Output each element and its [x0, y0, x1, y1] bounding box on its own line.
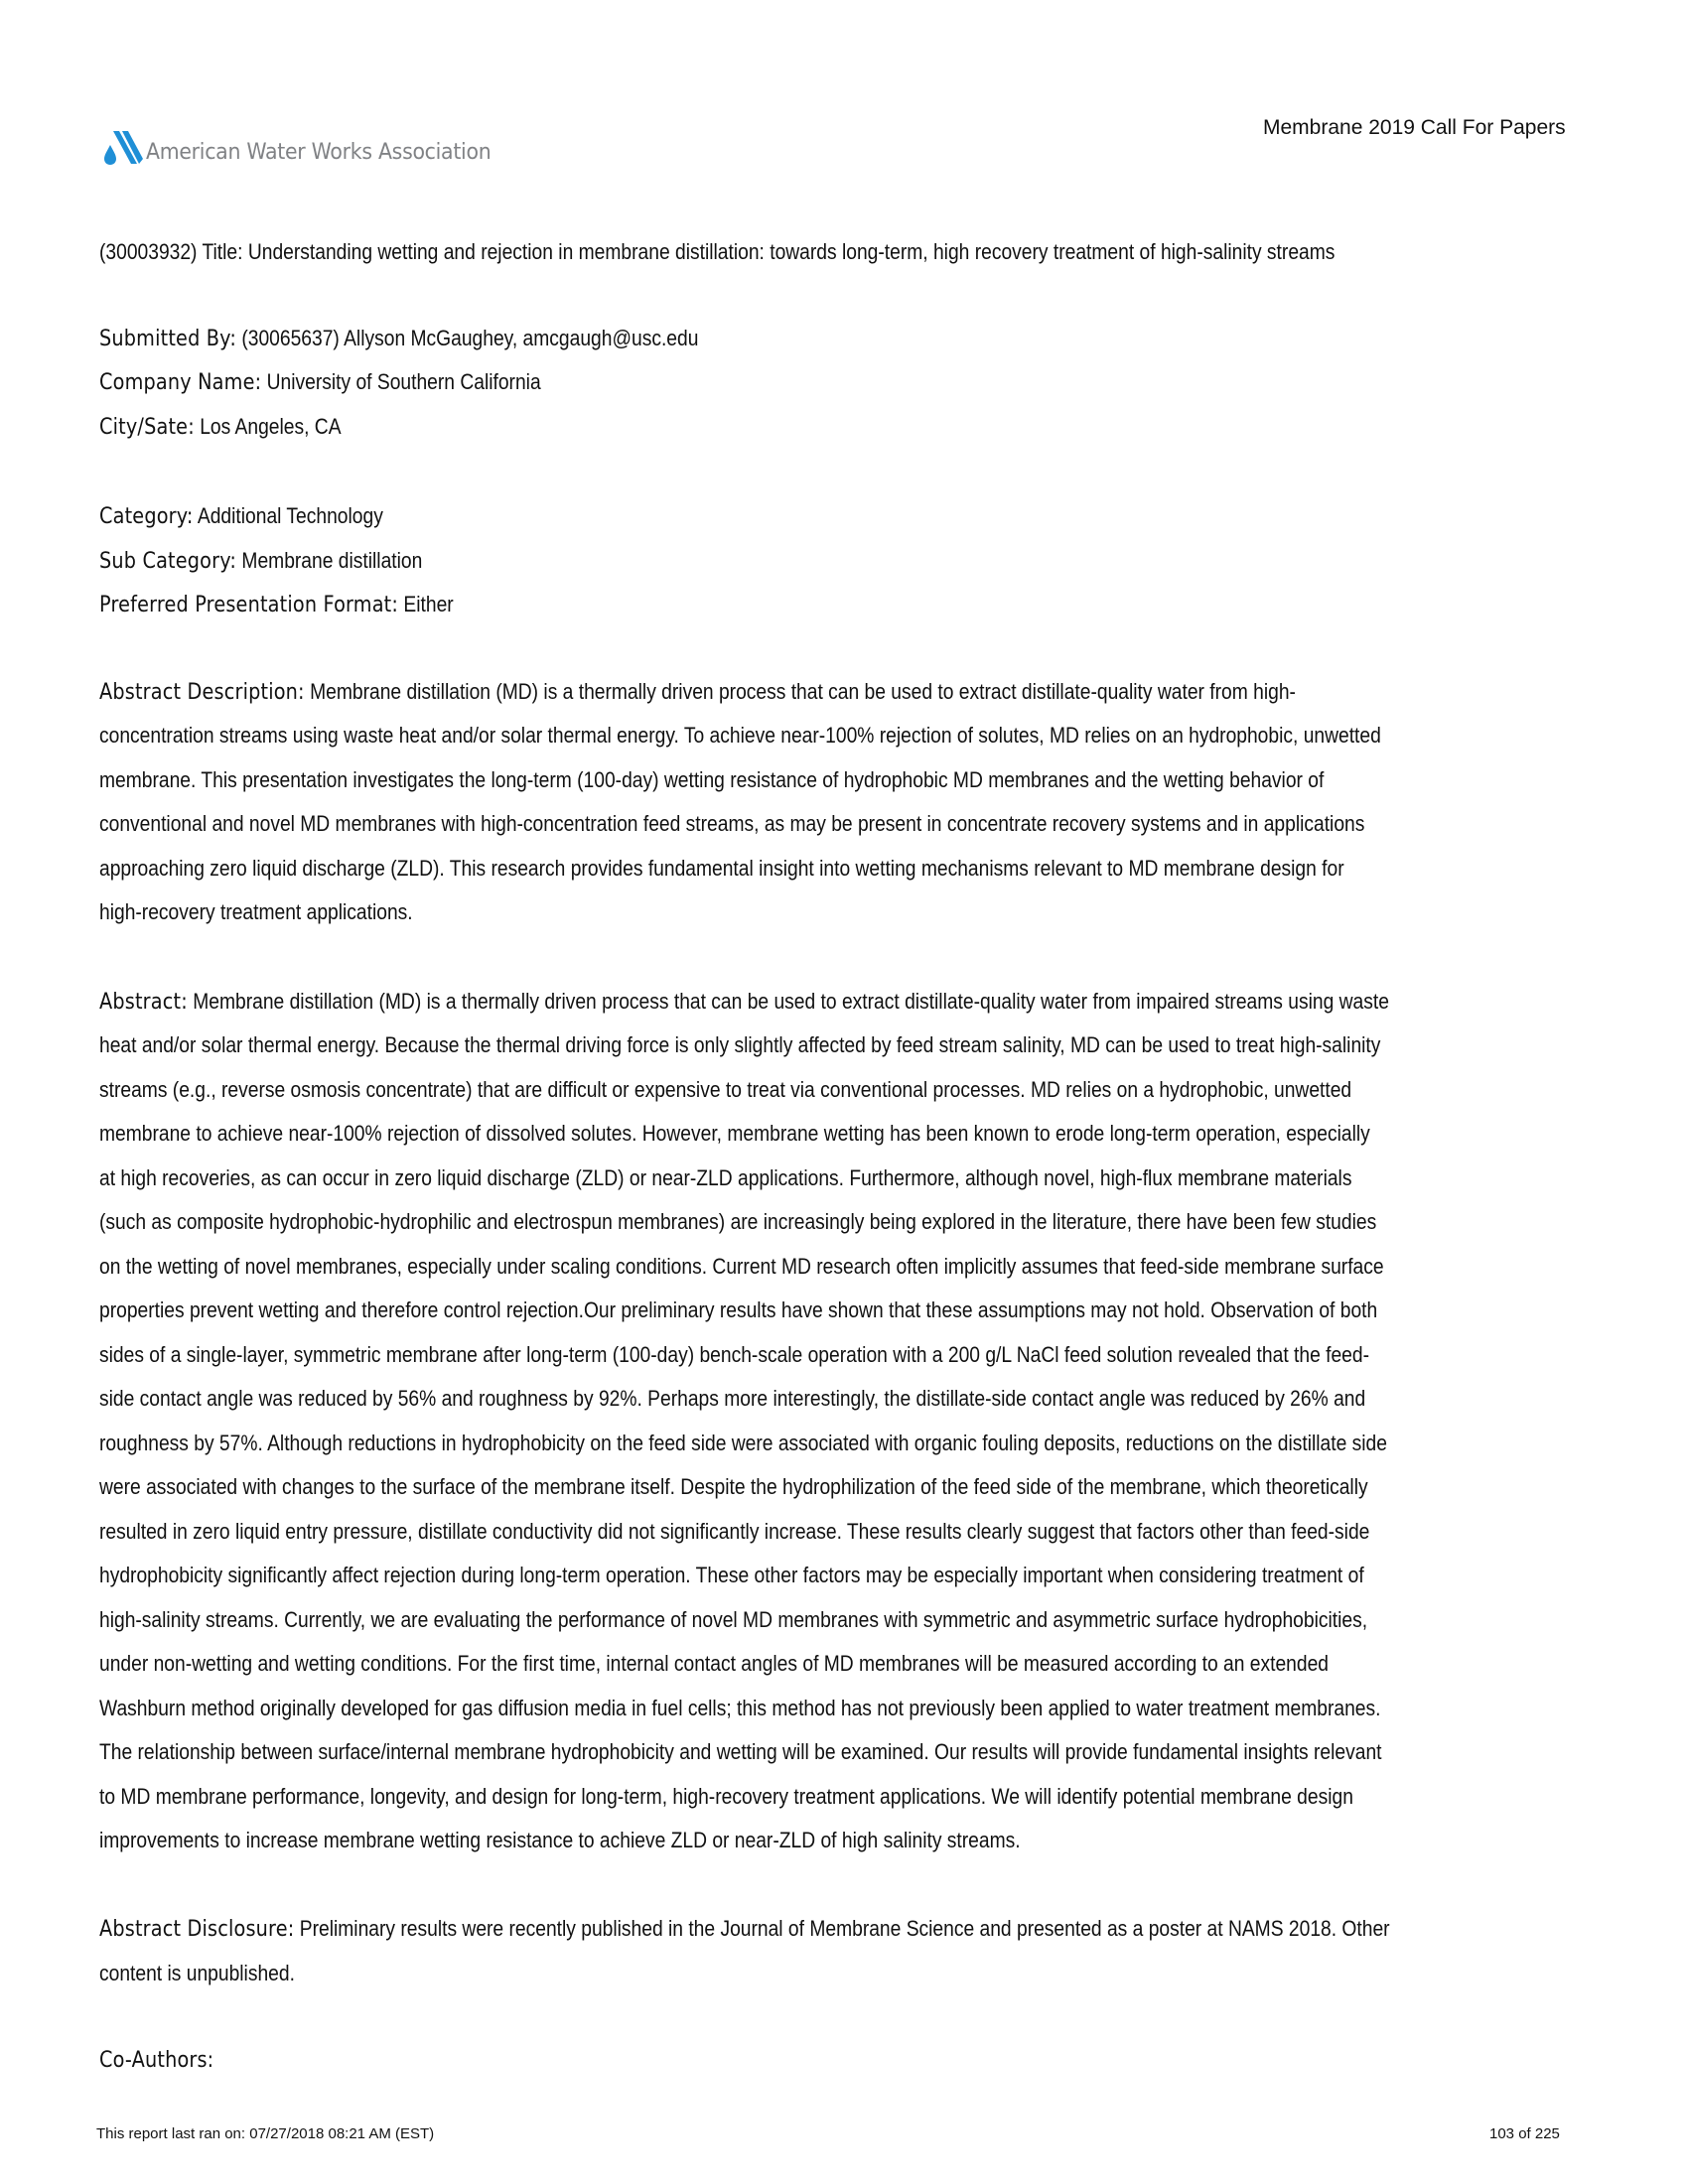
presentation-format — [99, 592, 454, 618]
abstract-description-label: Abstract Description: — [99, 680, 305, 705]
title-value: Understanding wetting and rejection in membrane distillation: towards long-term, high recovery treatment of high-salinity streams — [247, 239, 1336, 264]
abstract-line: Washburn method originally developed for gas diffusion media in fuel cells; this method has not previously been applied to water treatment membranes. — [99, 1696, 1381, 1720]
disclosure-text: Preliminary results were recently published in the Journal of Membrane Science and presented as a poster at NAMS 2018. Other — [299, 1916, 1390, 1941]
abstract-line: at high recoveries, as can occur in zero liquid discharge (ZLD) or near-ZLD applications. Furthermore, although novel, high-flux membrane materials — [99, 1165, 1352, 1190]
format-label: Preferred Presentation Format: — [99, 593, 399, 617]
submitted-by-label: Submitted By: — [99, 327, 236, 351]
category-label: Category: — [99, 504, 194, 529]
title-label: (30003932) Title: — [99, 239, 243, 264]
abstract-line: hydrophobicity significantly affect rejection during long-term operation. These other factors may be especially important when considering treatment of — [99, 1563, 1364, 1587]
awwa-logo-icon — [103, 131, 143, 165]
abstract-description-line: conventional and novel MD membranes with high-concentration feed streams, as may be present in concentrate recovery systems and in applications — [99, 811, 1365, 836]
abstract-line: heat and/or solar thermal energy. Because the thermal driving force is only slightly affected by feed stream salinity, MD can be used to treat high-salinity — [99, 1032, 1381, 1057]
abstract-description-line — [99, 679, 1296, 706]
subcategory-value: Membrane distillation — [241, 548, 423, 573]
coauthors — [99, 2047, 213, 2074]
document-title: Membrane 2019 Call For Papers — [1263, 116, 1566, 139]
sub-category — [99, 548, 422, 575]
company-name — [99, 369, 541, 396]
organization-name: American Water Works Association — [146, 140, 492, 165]
abstract-line: on the wetting of novel membranes, especially under scaling conditions. Current MD research often implicitly assumes that feed-side membrane surface — [99, 1254, 1384, 1279]
abstract-line: properties prevent wetting and therefore control rejection.Our preliminary results have shown that these assumptions may not hold. Observation of both — [99, 1297, 1378, 1322]
company-value: University of Southern California — [266, 369, 541, 394]
abstract-line: sides of a single-layer, symmetric membrane after long-term (100-day) bench-scale operation with a 200 g/L NaCl feed solution revealed that the feed- — [99, 1342, 1370, 1367]
abstract-description-line: membrane. This presentation investigates the long-term (100-day) wetting resistance of hydrophobic MD membranes and the wetting behavior of — [99, 767, 1325, 792]
abstract-description-text: Membrane distillation (MD) is a thermally driven process that can be used to extract distillate-quality water from high- — [310, 679, 1296, 704]
abstract-description-line: approaching zero liquid discharge (ZLD). This research provides fundamental insight into wetting mechanisms relevant to MD membrane design for — [99, 856, 1344, 881]
abstract-line: (such as composite hydrophobic-hydrophilic and electrospun membranes) are increasingly being explored in the literature, there have been few studies — [99, 1209, 1377, 1234]
abstract-line: under non-wetting and wetting conditions. For the first time, internal contact angles of MD membranes will be measured according to an extended — [99, 1651, 1330, 1676]
disclosure-line: content is unpublished. — [99, 1961, 295, 1985]
city-value: Los Angeles, CA — [200, 414, 342, 439]
coauthors-label: Co-Authors: — [99, 2048, 214, 2073]
abstract-line: improvements to increase membrane wetting resistance to achieve ZLD or near-ZLD of high salinity streams. — [99, 1828, 1021, 1852]
abstract-line: roughness by 57%. Although reductions in hydrophobicity on the feed side were associated with organic fouling deposits, reductions on the distillate side — [99, 1431, 1387, 1455]
company-label: Company Name: — [99, 370, 262, 395]
abstract-line: The relationship between surface/internal membrane hydrophobicity and wetting will be examined. Our results will provide fundamental insights relevant — [99, 1739, 1382, 1764]
abstract-line: high-salinity streams. Currently, we are evaluating the performance of novel MD membranes with symmetric and asymmetric surface hydrophobicities, — [99, 1607, 1368, 1632]
format-value: Either — [403, 592, 454, 616]
category — [99, 503, 383, 530]
city-state — [99, 414, 342, 441]
submitted-by-value: (30065637) Allyson McGaughey, amcgaugh@usc.edu — [241, 326, 699, 350]
abstract-line: to MD membrane performance, longevity, and design for long-term, high-recovery treatment applications. We will identify potential membrane design — [99, 1784, 1353, 1809]
abstract-description-line: high-recovery treatment applications. — [99, 899, 413, 924]
category-value: Additional Technology — [197, 503, 383, 528]
abstract-text: Membrane distillation (MD) is a thermally driven process that can be used to extract distillate-quality water from impaired streams using waste — [193, 989, 1389, 1014]
disclosure-line — [99, 1916, 1390, 1943]
submission-title — [99, 239, 1335, 265]
abstract-label: Abstract: — [99, 990, 188, 1015]
abstract-line: side contact angle was reduced by 56% and roughness by 92%. Perhaps more interestingly, the distillate-side contact angle was reduced by 26% and — [99, 1386, 1366, 1411]
submitted-by — [99, 326, 698, 352]
subcategory-label: Sub Category: — [99, 549, 237, 574]
abstract-line: resulted in zero liquid entry pressure, distillate conductivity did not significantly increase. These results clearly suggest that factors other than feed-side — [99, 1519, 1370, 1544]
report-timestamp: This report last ran on: 07/27/2018 08:21 AM (EST) — [96, 2125, 435, 2142]
city-label: City/Sate: — [99, 415, 195, 440]
awwa-logo — [103, 129, 517, 165]
page-number: 103 of 225 — [1489, 2125, 1560, 2142]
abstract-line — [99, 989, 1389, 1016]
abstract-line: were associated with changes to the surface of the membrane itself. Despite the hydrophilization of the feed side of the membrane, which theoretically — [99, 1474, 1368, 1499]
abstract-description-line: concentration streams using waste heat and/or solar thermal energy. To achieve near-100% rejection of solutes, MD relies on an hydrophobic, unwetted — [99, 723, 1381, 748]
abstract-line: streams (e.g., reverse osmosis concentrate) that are difficult or expensive to treat via conventional processes. MD relies on a hydrophobic, unwetted — [99, 1077, 1352, 1102]
abstract-line: membrane to achieve near-100% rejection of dissolved solutes. However, membrane wetting has been known to erode long-term operation, especially — [99, 1121, 1370, 1146]
disclosure-label: Abstract Disclosure: — [99, 1917, 295, 1942]
